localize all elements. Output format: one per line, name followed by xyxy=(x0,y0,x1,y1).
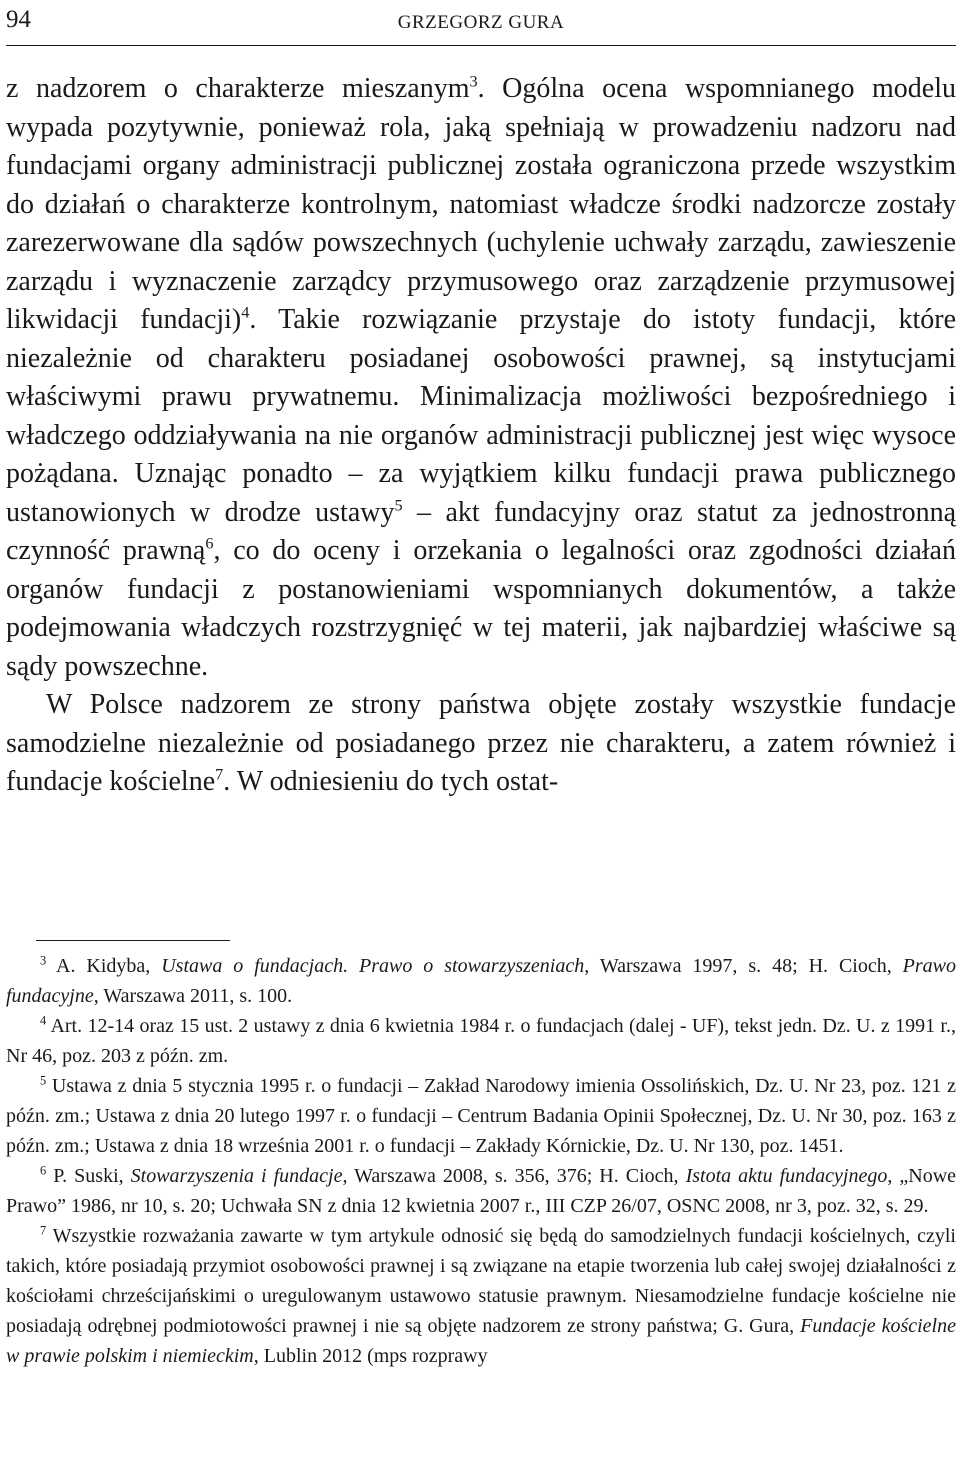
text-run: W Polsce nadzorem ze strony państwa objęte zostały wszystkie fundacje samodzielne niezależnie od posiadanego przez nie charakteru, a zatem również i fundacje kościelne xyxy=(6,689,956,797)
paragraph-1 xyxy=(6,70,956,686)
footnotes xyxy=(6,951,956,1371)
footnote-title: Fundacje kościelne w prawie polskim i niemieckim xyxy=(6,1315,956,1367)
footnote-text: Wszystkie rozważania zawarte w tym artykule odnosić się będą do samodzielnych fundacji kościelnych, czyli takich, które posiadają przymiot osobowości prawnej i są związane na etapie tworzenia lub całej swojej działalności z kościołami chrześcijańskimi o uregulowanym ustawowo statusie prawnym. Niesamodzielne fundacje kościelne nie posiadają odrębnej podmiotowości prawnej i nie są objęte nadzorem ze strony państwa; G. Gura, xyxy=(6,1225,956,1337)
text-run: . Takie rozwiązanie przystaje do istoty fundacji, które niezależnie od charakteru posiadanej osobowości prawnej, są instytucjami właściwymi prawu prywatnemu. Minimalizacja możliwości bezpośredniego i władczego oddziaływania na nie organów administracji publicznej jest więc wysoce pożądana. Uznając ponadto – za wyjątkiem kilku fundacji prawa publicznego ustanowionych w drodze ustawy xyxy=(6,304,956,528)
body-text xyxy=(6,70,956,802)
footnote-number: 5 xyxy=(40,1073,47,1088)
footnote-ref-7[interactable]: 7 xyxy=(215,765,224,784)
footnote-ref-6[interactable]: 6 xyxy=(205,534,214,553)
footnote-text: , „Nowe Prawo” 1986, nr 10, s. 20; Uchwała SN z dnia 12 kwietnia 2007 r., III CZP 26/07, OSNC 2008, nr 3, poz. 32, s. 29. xyxy=(6,1165,957,1217)
page-header xyxy=(6,6,956,40)
running-head: GRZEGORZ GURA xyxy=(397,12,565,33)
footnote-7 xyxy=(6,1221,956,1371)
footnote-text: , Warszawa 2011, s. 100. xyxy=(93,985,293,1007)
footnote-text: P. Suski, xyxy=(46,1165,131,1187)
footnote-number: 7 xyxy=(40,1223,47,1238)
footnote-text: , Warszawa 1997, s. 48; H. Cioch, xyxy=(584,955,903,977)
footnote-text: , Lublin 2012 (mps rozprawy xyxy=(253,1345,488,1367)
footnote-separator xyxy=(36,940,230,941)
paragraph-2 xyxy=(6,686,956,802)
footnote-title: Stowarzyszenia i fundacje xyxy=(130,1165,343,1187)
page-number: 94 xyxy=(6,6,31,33)
header-rule xyxy=(6,45,956,46)
footnote-number: 4 xyxy=(40,1013,47,1028)
footnote-4 xyxy=(6,1011,956,1071)
text-run: . Ogólna ocena wspomnianego modelu wypada pozytywnie, ponieważ rola, jaką spełniają w prowadzeniu nadzoru nad fundacjami organy administracji publicznej została ograniczona przede wszystkim do działań o charakterze kontrolnym, natomiast władcze środki nadzorcze zostały zarezerwowane dla sądów powszechnych (uchylenie uchwały zarządu, zawieszenie zarządu i wyznaczenie zarządcy przymusowego oraz zarządzenie przymusowej likwidacji fundacji) xyxy=(6,73,956,335)
footnote-ref-4[interactable]: 4 xyxy=(241,303,250,322)
footnote-title: Prawo fundacyjne xyxy=(6,955,956,1007)
footnote-ref-5[interactable]: 5 xyxy=(394,496,403,515)
footnote-ref-3[interactable]: 3 xyxy=(469,72,478,91)
document-page xyxy=(6,0,956,1469)
text-run: z nadzorem o charakterze mieszanym xyxy=(6,73,470,104)
footnote-title: Istota aktu fundacyjnego xyxy=(685,1165,888,1187)
footnote-3 xyxy=(6,951,956,1011)
footnote-text: , Warszawa 2008, s. 356, 376; H. Cioch, xyxy=(342,1165,686,1187)
footnote-6 xyxy=(6,1161,956,1221)
text-run: – akt fundacyjny oraz statut za jednostronną czynność prawną xyxy=(6,496,956,566)
footnote-title: Ustawa o fundacjach. Prawo o stowarzyszeniach xyxy=(161,955,585,977)
footnote-5 xyxy=(6,1071,956,1161)
footnote-number: 3 xyxy=(40,953,47,968)
footnote-text: Ustawa z dnia 5 stycznia 1995 r. o fundacji – Zakład Narodowy imienia Ossolińskich, Dz. U. Nr 23, poz. 121 z późn. zm.; Ustawa z dnia 20 lutego 1997 r. o fundacji – Centrum Badania Opinii Społecznej, Dz. U. Nr 30, poz. 163 z późn. zm.; Ustawa z dnia 18 września 2001 r. o fundacji – Zakłady Kórnickie, Dz. U. Nr 130, poz. 1451. xyxy=(6,1075,956,1157)
footnote-text: Art. 12-14 oraz 15 ust. 2 ustawy z dnia 6 kwietnia 1984 r. o fundacjach (dalej - UF), tekst jedn. Dz. U. z 1991 r., Nr 46, poz. 203 z późn. zm. xyxy=(6,1015,956,1067)
text-run: , co do oceny i orzekania o legalności oraz zgodności działań organów fundacji z postanowieniami wspomnianych dokumentów, a także podejmowania władczych rozstrzygnięć w tej materii, jak najbardziej właściwe są sądy powszechne. xyxy=(6,535,956,682)
footnote-number: 6 xyxy=(40,1163,47,1178)
text-run: . W odniesieniu do tych ostat- xyxy=(223,766,559,797)
footnote-text: A. Kidyba, xyxy=(46,955,162,977)
